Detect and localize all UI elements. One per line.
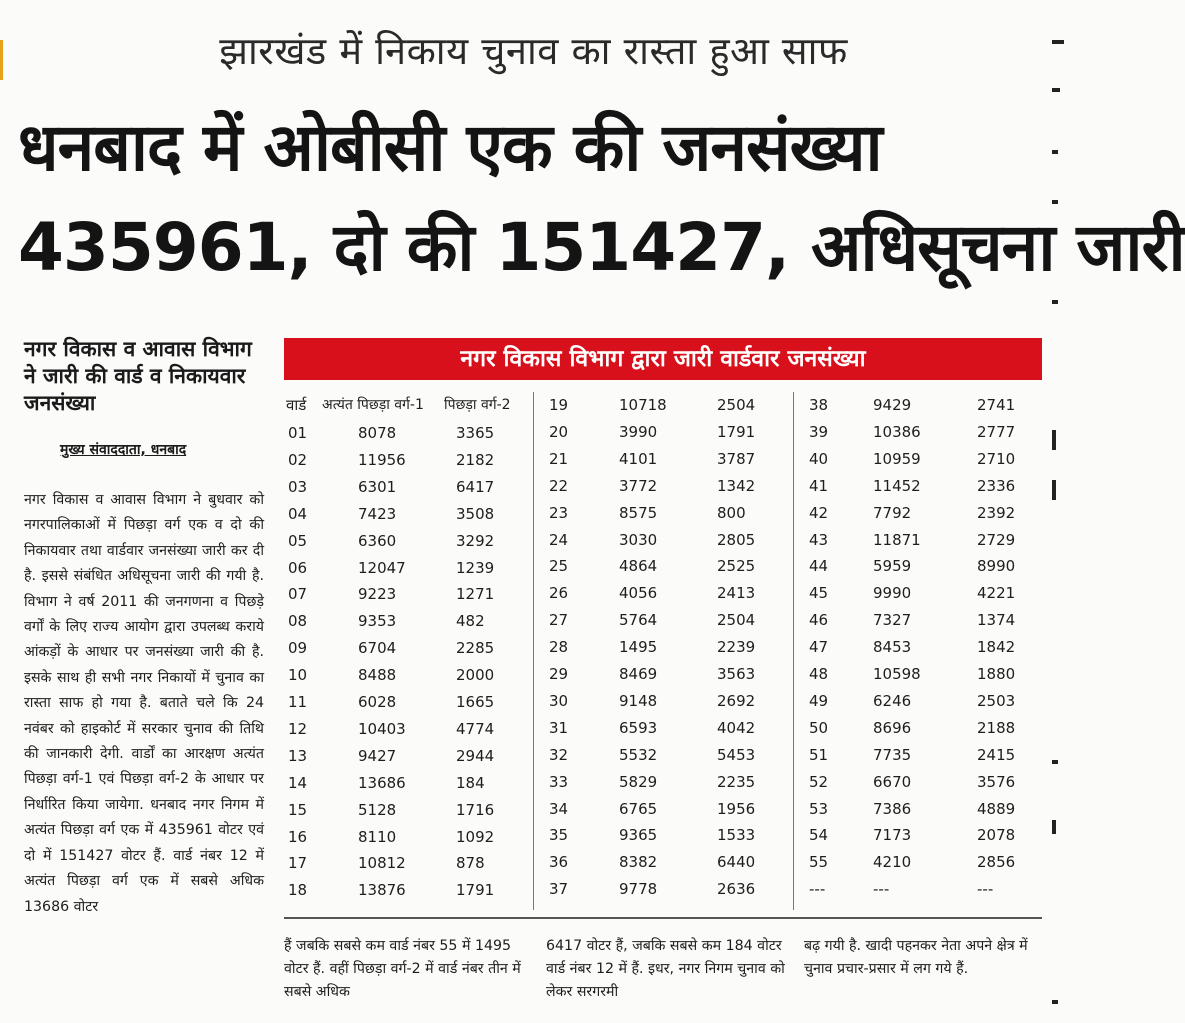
ward-number: 31 <box>549 718 569 737</box>
bc2-count: 2692 <box>717 691 756 710</box>
ward-number: 18 <box>288 881 308 900</box>
table-row <box>805 849 1045 875</box>
ward-number: 10 <box>288 666 308 685</box>
bc2-count: 878 <box>456 854 485 873</box>
column-divider <box>793 392 794 910</box>
ward-number: 13 <box>288 746 308 765</box>
ward-number: 51 <box>809 745 829 764</box>
ebc1-count: 9778 <box>619 880 658 899</box>
bc2-count: 2000 <box>456 666 495 685</box>
ward-number: 12 <box>288 719 308 738</box>
ward-number: 27 <box>549 611 569 630</box>
bc2-count: 2710 <box>977 449 1016 468</box>
bc2-count: 2525 <box>717 557 756 576</box>
bc2-count: 2504 <box>717 396 756 414</box>
ward-number: 16 <box>288 827 308 846</box>
table-row <box>805 688 1045 714</box>
table-row <box>284 797 524 823</box>
table-row <box>545 392 785 418</box>
bc2-count: 2729 <box>977 530 1016 549</box>
bc2-count: 2777 <box>977 422 1016 441</box>
ward-number: 36 <box>549 853 569 872</box>
bc2-count: 2805 <box>717 530 756 549</box>
ebc1-count: 10812 <box>358 854 406 873</box>
table-row <box>805 553 1045 579</box>
ebc1-count: 10959 <box>873 449 921 468</box>
ward-number: 22 <box>549 476 569 495</box>
ebc1-count: 10598 <box>873 665 921 683</box>
ward-number: 45 <box>809 584 829 603</box>
bc2-count: 2285 <box>456 639 495 658</box>
table-row <box>284 474 524 500</box>
table-row <box>284 743 524 769</box>
ebc1-count: 4101 <box>619 449 658 468</box>
bc2-count: 4042 <box>717 718 756 737</box>
ward-number: 55 <box>809 853 829 872</box>
ebc1-count: 7735 <box>873 745 912 764</box>
bc2-count: --- <box>977 880 994 899</box>
ward-number: 01 <box>288 424 308 442</box>
bc2-count: 2504 <box>717 611 756 630</box>
ebc1-count: 6028 <box>358 693 397 711</box>
bc2-count: 6417 <box>456 477 495 496</box>
ebc1-count: 8469 <box>619 665 658 683</box>
ebc1-count: 4056 <box>619 584 658 603</box>
ebc1-count: 7423 <box>358 504 397 523</box>
ward-number: 39 <box>809 422 829 441</box>
ward-number: 54 <box>809 826 829 845</box>
ward-number: 11 <box>288 693 308 711</box>
ward-number: 15 <box>288 800 308 819</box>
ward-number: 28 <box>549 638 569 657</box>
table-row <box>805 473 1045 499</box>
table-row <box>805 419 1045 445</box>
table-row <box>805 661 1045 687</box>
table-row <box>545 661 785 687</box>
bc2-count: 6440 <box>717 853 756 872</box>
table-row <box>284 662 524 688</box>
ebc1-count: 8575 <box>619 503 658 522</box>
header-bc2: पिछड़ा वर्ग-2 <box>444 397 511 413</box>
ebc1-count: 9223 <box>358 585 397 604</box>
ebc1-count: 4864 <box>619 557 658 576</box>
table-row <box>284 420 524 446</box>
ebc1-count: 3772 <box>619 476 658 495</box>
bc2-count: 8990 <box>977 557 1016 576</box>
bc2-count: 3576 <box>977 772 1016 791</box>
main-headline-line-2: 435961, दो की 151427, अधिसूचना जारी <box>18 209 1185 286</box>
table-row <box>284 581 524 607</box>
ebc1-count: 9429 <box>873 396 912 414</box>
ward-number: 32 <box>549 745 569 764</box>
table-row <box>284 447 524 473</box>
bc2-count: 3365 <box>456 424 495 442</box>
table-bottom-rule <box>284 917 1042 919</box>
bc2-count: 482 <box>456 612 485 631</box>
ebc1-count: 9148 <box>619 691 658 710</box>
bc2-count: 1842 <box>977 638 1016 657</box>
ebc1-count: 5829 <box>619 772 658 791</box>
ward-number: 44 <box>809 557 829 576</box>
table-row <box>545 688 785 714</box>
ebc1-count: 11871 <box>873 530 921 549</box>
bc2-count: 800 <box>717 503 746 522</box>
header-ebc1: अत्यंत पिछड़ा वर्ग-1 <box>322 397 424 413</box>
bc2-count: 1342 <box>717 476 756 495</box>
ebc1-count: 6593 <box>619 718 658 737</box>
ward-number: 47 <box>809 638 829 657</box>
ebc1-count: --- <box>873 880 890 899</box>
table-title-banner: नगर विकास विभाग द्वारा जारी वार्डवार जनसंख्या <box>284 338 1042 380</box>
ward-number: 14 <box>288 773 308 792</box>
ward-number: 29 <box>549 665 569 683</box>
table-row <box>545 446 785 472</box>
ebc1-count: 6246 <box>873 691 912 710</box>
ebc1-count: 9427 <box>358 746 397 765</box>
table-row <box>805 527 1045 553</box>
ward-number: 06 <box>288 558 308 577</box>
bc2-count: 2239 <box>717 638 756 657</box>
ebc1-count: 5532 <box>619 745 658 764</box>
bc2-count: 2741 <box>977 396 1016 414</box>
table-row <box>545 634 785 660</box>
ebc1-count: 3990 <box>619 422 658 441</box>
bc2-count: 2235 <box>717 772 756 791</box>
ward-number: 26 <box>549 584 569 603</box>
header-ward: वार्ड <box>286 396 307 414</box>
ebc1-count: 6765 <box>619 799 658 818</box>
table-row <box>545 527 785 553</box>
ward-number: 07 <box>288 585 308 604</box>
ebc1-count: 11956 <box>358 450 406 469</box>
bc2-count: 2856 <box>977 853 1016 872</box>
table-row <box>284 635 524 661</box>
bc2-count: 2413 <box>717 584 756 603</box>
table-row <box>545 580 785 606</box>
ward-number: 35 <box>549 826 569 845</box>
ward-number: 53 <box>809 799 829 818</box>
table-row <box>545 769 785 795</box>
ward-number: 19 <box>549 396 569 414</box>
ward-number: 41 <box>809 476 829 495</box>
ebc1-count: 10403 <box>358 719 406 738</box>
table-row <box>545 419 785 445</box>
table-row <box>805 580 1045 606</box>
table-row <box>284 528 524 554</box>
bc2-count: 2336 <box>977 476 1016 495</box>
table-row <box>284 608 524 634</box>
bc2-count: 4221 <box>977 584 1016 603</box>
table-row <box>284 716 524 742</box>
bottom-text-col-2: 6417 वोटर हैं, जबकि सबसे कम 184 वोटर वार्ड नंबर 12 में हैं. इधर, नगर निगम चुनाव को लेकर सरगरमी <box>546 938 785 1000</box>
ebc1-count: 7173 <box>873 826 912 845</box>
ebc1-count: 3030 <box>619 530 658 549</box>
bc2-count: 1880 <box>977 665 1016 683</box>
bc2-count: 5453 <box>717 745 756 764</box>
ebc1-count: 13876 <box>358 881 406 900</box>
main-headline-line-1: धनबाद में ओबीसी एक की जनसंख्या <box>18 109 882 186</box>
table-row <box>545 473 785 499</box>
ward-number: 25 <box>549 557 569 576</box>
bc2-count: 2392 <box>977 503 1016 522</box>
ward-number: 23 <box>549 503 569 522</box>
ward-number: 03 <box>288 477 308 496</box>
ebc1-count: 13686 <box>358 773 406 792</box>
table-row <box>284 501 524 527</box>
bc2-count: 4889 <box>977 799 1016 818</box>
table-row <box>284 770 524 796</box>
table-row <box>545 715 785 741</box>
ebc1-count: 6360 <box>358 531 397 550</box>
ward-number: 02 <box>288 450 308 469</box>
bc2-count: 2188 <box>977 718 1016 737</box>
bottom-text-col-1: हैं जबकि सबसे कम वार्ड नंबर 55 में 1495 वोटर हैं. वहीं पिछड़ा वर्ग-2 में वार्ड नंबर तीन में सबसे अधिक <box>284 938 521 1000</box>
kicker-headline: झारखंड में निकाय चुनाव का रास्ता हुआ साफ <box>219 29 848 73</box>
table-row <box>545 500 785 526</box>
table-row <box>805 822 1045 848</box>
ebc1-count: 6670 <box>873 772 912 791</box>
bc2-count: 1239 <box>456 558 495 577</box>
table-row <box>284 877 524 903</box>
ebc1-count: 6301 <box>358 477 397 496</box>
ward-number: 38 <box>809 396 829 414</box>
table-row <box>545 553 785 579</box>
ebc1-count: 8453 <box>873 638 912 657</box>
bottom-text-col-3: बढ़ गयी है. खादी पहनकर नेता अपने क्षेत्र में चुनाव प्रचार-प्रसार में लग गये हैं. <box>804 938 1028 977</box>
bc2-count: 1374 <box>977 611 1016 630</box>
ward-number: --- <box>809 880 826 899</box>
bc2-count: 2182 <box>456 450 495 469</box>
ward-number: 43 <box>809 530 829 549</box>
ebc1-count: 9365 <box>619 826 658 845</box>
table-row <box>545 849 785 875</box>
ward-number: 21 <box>549 449 569 468</box>
bc2-count: 3787 <box>717 449 756 468</box>
ebc1-count: 10386 <box>873 422 921 441</box>
ebc1-count: 4210 <box>873 853 912 872</box>
bc2-count: 2078 <box>977 826 1016 845</box>
ward-number: 08 <box>288 612 308 631</box>
ward-number: 05 <box>288 531 308 550</box>
ebc1-count: 8488 <box>358 666 397 685</box>
article-deck: नगर विकास व आवास विभाग ने जारी की वार्ड व निकायवार जनसंख्या <box>24 337 252 415</box>
table-row <box>545 796 785 822</box>
table-row <box>805 876 1045 902</box>
table-row <box>805 796 1045 822</box>
table-row <box>805 634 1045 660</box>
ebc1-count: 9353 <box>358 612 397 631</box>
bc2-count: 1956 <box>717 799 756 818</box>
ward-number: 20 <box>549 422 569 441</box>
table-header-row <box>284 392 534 418</box>
ward-number: 17 <box>288 854 308 873</box>
table-row <box>545 607 785 633</box>
table-row <box>805 715 1045 741</box>
table-row <box>284 555 524 581</box>
bc2-count: 1716 <box>456 800 495 819</box>
ebc1-count: 6704 <box>358 639 397 658</box>
bc2-count: 2636 <box>717 880 756 899</box>
table-row <box>805 607 1045 633</box>
ward-number: 34 <box>549 799 569 818</box>
ebc1-count: 12047 <box>358 558 406 577</box>
table-row <box>805 500 1045 526</box>
ebc1-count: 8382 <box>619 853 658 872</box>
ward-number: 09 <box>288 639 308 658</box>
bc2-count: 2503 <box>977 691 1016 710</box>
ebc1-count: 5959 <box>873 557 912 576</box>
column-divider <box>533 392 534 910</box>
table-row <box>284 824 524 850</box>
ward-number: 40 <box>809 449 829 468</box>
table-row <box>805 446 1045 472</box>
bc2-count: 1092 <box>456 827 495 846</box>
table-row <box>284 850 524 876</box>
byline: मुख्य संवाददाता, धनबाद <box>60 442 187 458</box>
table-row <box>284 689 524 715</box>
ebc1-count: 11452 <box>873 476 921 495</box>
bc2-count: 4774 <box>456 719 495 738</box>
ebc1-count: 8110 <box>358 827 397 846</box>
ebc1-count: 10718 <box>619 396 667 414</box>
ward-number: 42 <box>809 503 829 522</box>
ward-number: 52 <box>809 772 829 791</box>
ebc1-count: 8696 <box>873 718 912 737</box>
table-row <box>545 876 785 902</box>
bc2-count: 1665 <box>456 693 495 711</box>
article-body: नगर विकास व आवास विभाग ने बुधवार को नगरपालिकाओं में पिछड़ा वर्ग एक व दो की निकायवार तथा वार्डवार जनसंख्या जारी कर दी है. इससे संबंधित अधिसूचना जारी की गयी है. विभाग ने वर्ष 2011 की जनगणना व पिछड़े वर्गों के लिए राज्य आयोग द्वारा उपलब्ध कराये आंकड़ों के आधार पर जनसंख्या जारी की है. इसके साथ ही सभी नगर निकायों में चुनाव का रास्ता साफ हो गया है. बताते चले कि 24 नवंबर को हाइकोर्ट में सरकार चुनाव की तिथि की जानकारी देगी. वार्डों का आरक्षण अत्यंत पिछड़ा वर्ग-1 एवं पिछड़ा वर्ग-2 के आधार पर निर्धारित किया जायेगा. धनबाद नगर निगम में अत्यंत पिछड़ा वर्ग एक में 435961 वोटर एवं दो में 151427 वोटर हैं. वार्ड नंबर 12 में अत्यंत पिछड़ा वर्ग एक में सबसे अधिक 13686 वोटर <box>24 492 264 915</box>
ebc1-count: 1495 <box>619 638 658 657</box>
ward-number: 48 <box>809 665 829 683</box>
ward-number: 49 <box>809 691 829 710</box>
bc2-count: 1533 <box>717 826 756 845</box>
bc2-count: 2415 <box>977 745 1016 764</box>
ebc1-count: 7386 <box>873 799 912 818</box>
ebc1-count: 8078 <box>358 424 397 442</box>
ebc1-count: 7792 <box>873 503 912 522</box>
table-row <box>545 742 785 768</box>
ward-number: 04 <box>288 504 308 523</box>
bc2-count: 3508 <box>456 504 495 523</box>
table-row <box>545 822 785 848</box>
bc2-count: 1791 <box>456 881 495 900</box>
ward-number: 33 <box>549 772 569 791</box>
bc2-count: 184 <box>456 773 485 792</box>
bc2-count: 2944 <box>456 746 495 765</box>
bc2-count: 3563 <box>717 665 756 683</box>
bc2-count: 1271 <box>456 585 495 604</box>
bc2-count: 3292 <box>456 531 495 550</box>
ebc1-count: 5128 <box>358 800 397 819</box>
table-row <box>805 769 1045 795</box>
ward-number: 50 <box>809 718 829 737</box>
ward-number: 30 <box>549 691 569 710</box>
table-row <box>805 742 1045 768</box>
ebc1-count: 9990 <box>873 584 912 603</box>
ward-number: 37 <box>549 880 569 899</box>
ebc1-count: 5764 <box>619 611 658 630</box>
table-row <box>805 392 1045 418</box>
ward-number: 46 <box>809 611 829 630</box>
bc2-count: 1791 <box>717 422 756 441</box>
ebc1-count: 7327 <box>873 611 912 630</box>
ward-number: 24 <box>549 530 569 549</box>
